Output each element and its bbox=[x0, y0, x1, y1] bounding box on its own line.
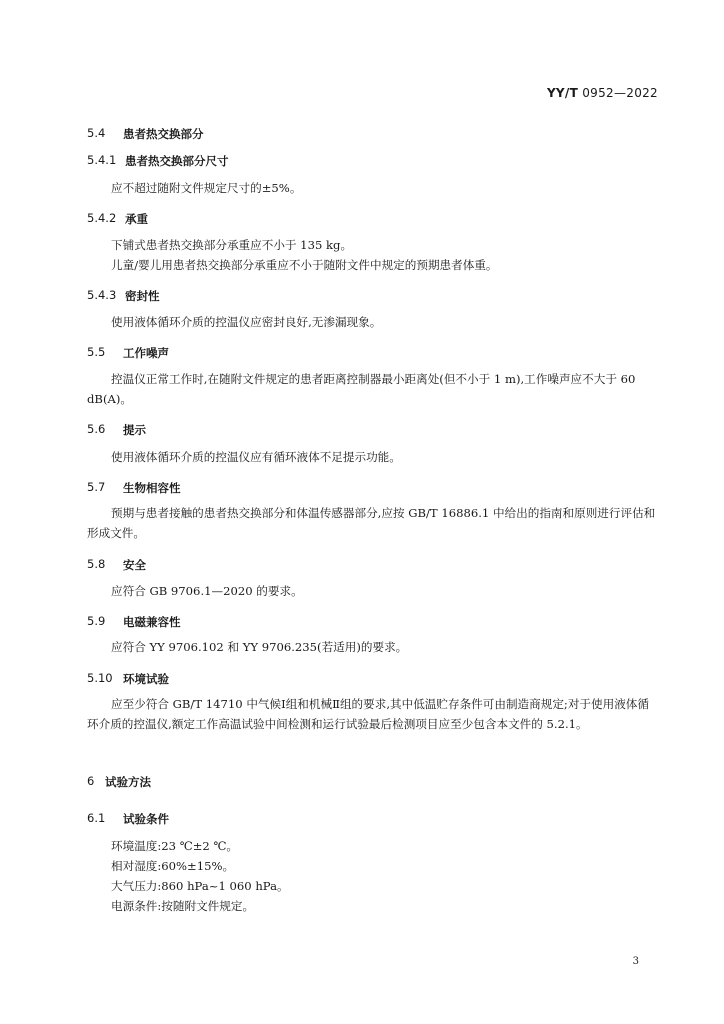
section-text-5-7: 预期与患者接触的患者热交换部分和体温传感器部分,应按 GB/T 16886.1 中给出的指南和原则进行评估和形成文件。 bbox=[87, 506, 656, 540]
section-title: 承重 bbox=[125, 212, 148, 226]
section-number: 5.7 bbox=[87, 480, 106, 494]
section-title: 环境试验 bbox=[123, 672, 169, 686]
section-title: 试验条件 bbox=[123, 812, 169, 826]
chapter-heading-6 bbox=[87, 774, 151, 790]
section-number: 6.1 bbox=[87, 811, 106, 825]
section-title: 患者热交换部分 bbox=[123, 127, 204, 141]
section-title: 提示 bbox=[123, 423, 146, 437]
section-text-5-4-1: 应不超过随附文件规定尺寸的±5%。 bbox=[111, 181, 302, 195]
chapter-number: 6 bbox=[87, 774, 95, 788]
section-heading-5-4-2 bbox=[87, 211, 148, 227]
section-number: 5.9 bbox=[87, 614, 106, 628]
section-number: 5.4.2 bbox=[87, 211, 117, 225]
standard-code: YY/T bbox=[546, 86, 579, 100]
test-condition-item: 电源条件:按随附文件规定。 bbox=[111, 899, 255, 913]
test-condition-item: 环境温度:23 ℃±2 ℃。 bbox=[111, 839, 239, 853]
section-heading-5-7 bbox=[87, 480, 181, 496]
section-text-5-5: 控温仪正常工作时,在随附文件规定的患者距离控制器最小距离处(但不小于 1 m),工作噪声应不大于 60 dB(A)。 bbox=[87, 372, 636, 406]
section-text-5-10: 应至少符合 GB/T 14710 中气候Ⅰ组和机械Ⅱ组的要求,其中低温贮存条件可由制造商规定;对于使用液体循环介质的控温仪,额定工作高温试验中间检测和运行试验最后检测项目应至少包含本文件的 5.2.1。 bbox=[87, 697, 649, 731]
standard-header bbox=[547, 86, 658, 100]
page-number: 3 bbox=[632, 956, 639, 967]
section-title: 工作噪声 bbox=[123, 346, 169, 360]
section-heading-5-9 bbox=[87, 614, 181, 630]
section-title: 生物相容性 bbox=[123, 481, 181, 495]
section-heading-5-10 bbox=[87, 671, 169, 687]
standard-number: 0952—2022 bbox=[582, 86, 658, 100]
section-heading-5-5 bbox=[87, 345, 169, 361]
test-condition-item: 大气压力:860 hPa~1 060 hPa。 bbox=[111, 879, 289, 893]
section-heading-6-1 bbox=[87, 811, 169, 827]
section-heading-5-4 bbox=[87, 126, 204, 142]
chapter-title: 试验方法 bbox=[105, 775, 151, 789]
section-title: 密封性 bbox=[125, 289, 160, 303]
section-number: 5.4.1 bbox=[87, 153, 117, 167]
section-heading-5-4-1 bbox=[87, 153, 229, 169]
section-heading-5-8 bbox=[87, 557, 146, 573]
section-text-5-9: 应符合 YY 9706.102 和 YY 9706.235(若适用)的要求。 bbox=[111, 640, 408, 654]
section-text-5-8: 应符合 GB 9706.1—2020 的要求。 bbox=[111, 584, 303, 598]
test-condition-item: 相对湿度:60%±15%。 bbox=[111, 859, 235, 873]
section-text-5-6: 使用液体循环介质的控温仪应有循环液体不足提示功能。 bbox=[111, 450, 401, 464]
section-heading-5-6 bbox=[87, 422, 146, 438]
section-number: 5.4.3 bbox=[87, 288, 117, 302]
section-text-5-4-2-line2: 儿童/婴儿用患者热交换部分承重应不小于随附文件中规定的预期患者体重。 bbox=[111, 258, 498, 272]
section-heading-5-4-3 bbox=[87, 288, 160, 304]
section-number: 5.10 bbox=[87, 671, 113, 685]
section-text-5-4-3: 使用液体循环介质的控温仪应密封良好,无渗漏现象。 bbox=[111, 315, 382, 329]
section-title: 电磁兼容性 bbox=[123, 615, 181, 629]
section-number: 5.8 bbox=[87, 557, 106, 571]
section-number: 5.6 bbox=[87, 422, 106, 436]
section-text-5-4-2-line1: 下铺式患者热交换部分承重应不小于 135 kg。 bbox=[111, 238, 353, 252]
section-number: 5.5 bbox=[87, 345, 106, 359]
section-title: 安全 bbox=[123, 558, 146, 572]
section-title: 患者热交换部分尺寸 bbox=[125, 154, 229, 168]
section-number: 5.4 bbox=[87, 126, 106, 140]
